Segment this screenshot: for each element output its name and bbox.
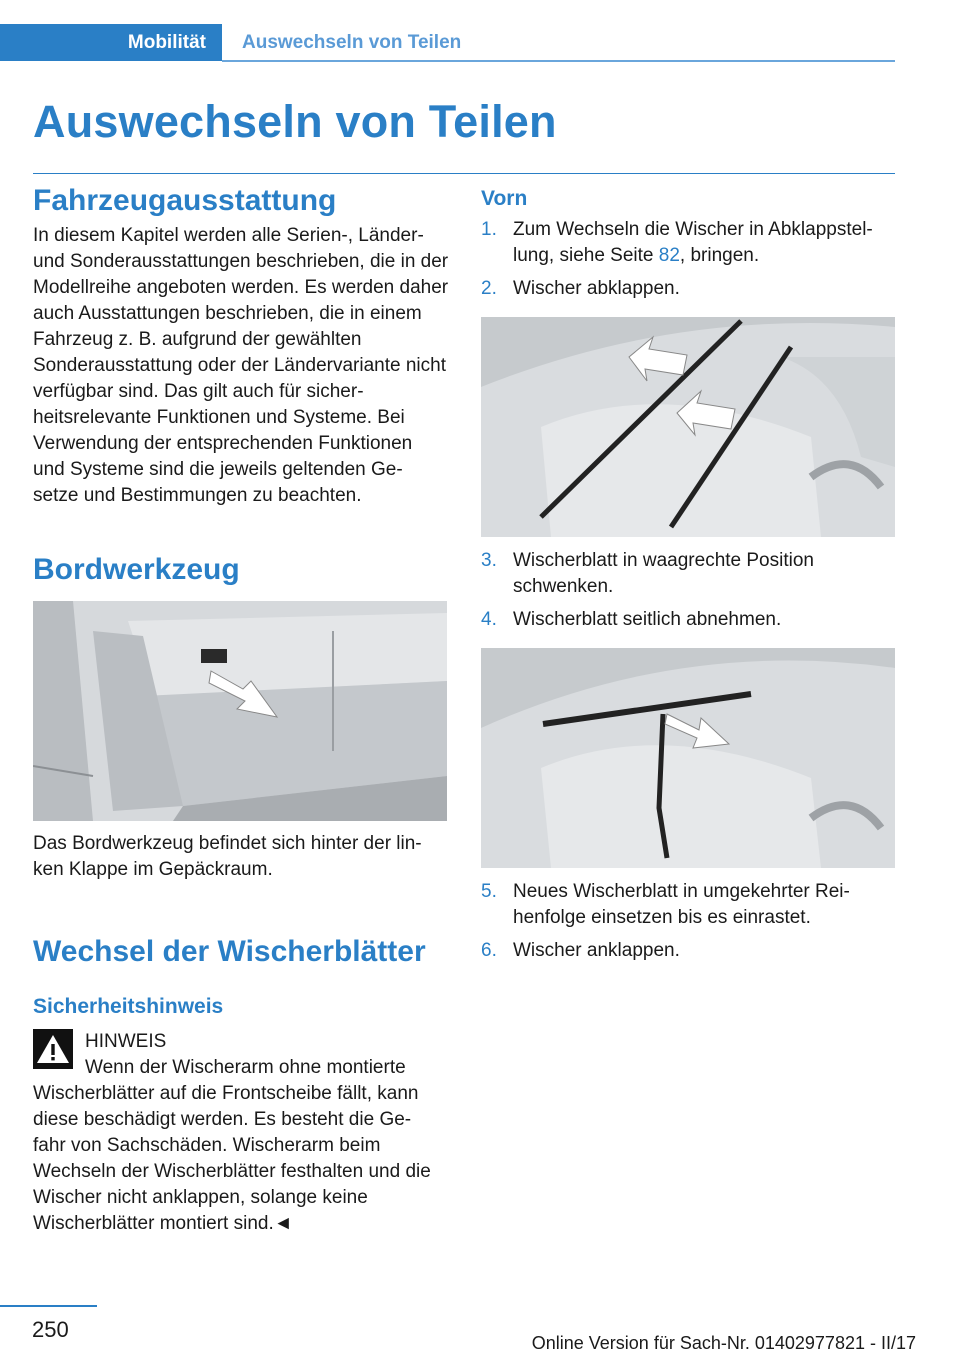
step-3 [481,548,895,600]
wiper-remove-image [481,648,895,868]
footer-rule [0,1305,97,1307]
step-6 [481,938,895,964]
section-wischerblaetter-title: Wechsel der Wischerblätter [33,935,426,968]
page-82-link[interactable]: 82 [658,245,680,266]
step-2-text: Wischer abklappen. [513,278,680,299]
warning-first-line: Wenn der Wischerarm ohne montierte [85,1057,406,1078]
wiper-fold-illustration [481,317,895,537]
steps-list-a [481,217,895,302]
steps-list-c [481,879,895,964]
step-3-text: Wischerblatt in waagrechte Position schwenken. [513,550,814,597]
tab-auswechseln[interactable]: Auswechseln von Teilen [242,31,462,53]
steps-list-b [481,548,895,633]
step-6-number: 6. [481,940,497,961]
step-4-number: 4. [481,609,497,630]
bordwerkzeug-text: Das Bordwerkzeug befindet sich hinter der lin- ken Klappe im Gepäckraum. [33,833,422,880]
step-4 [481,607,895,633]
step-1-text-a: Zum Wechseln die Wischer in Abklappstel- lung, siehe Seite [513,219,873,266]
wiper-remove-illustration [481,648,895,868]
tab-divider [222,60,895,62]
step-6-text: Wischer anklappen. [513,940,680,961]
page-title: Auswechseln von Teilen [33,96,557,147]
vorn-title: Vorn [481,187,528,210]
step-5-text: Neues Wischerblatt in umgekehrter Rei- henfolge einsetzen bis es einrastet. [513,881,850,928]
step-2-number: 2. [481,278,497,299]
warning-icon [33,1029,73,1069]
title-rule [33,173,895,174]
trunk-illustration [33,601,447,821]
warning-block [33,1029,449,1237]
warning-text: Wischerblätter auf die Frontscheibe fällt, kann diese beschädigt werden. Es besteht die Ge- fahr von Sachschäden. Wischerarm beim Wechseln der Wischerblätter festhalten und die Wischer nicht anklappen, solange keine Wischerblätter montiert sind.◄ [33,1083,431,1234]
trunk-image [33,601,447,821]
step-4-text: Wischerblatt seitlich abnehmen. [513,609,782,630]
right-column [481,180,895,964]
step-1-number: 1. [481,219,497,240]
page-number: 250 [32,1317,69,1342]
step-1-text-b: , bringen. [679,245,760,266]
wiper-fold-image [481,317,895,537]
section-fahrzeugausstattung-title: Fahrzeugausstattung [33,184,337,217]
header-tabbar [0,24,895,62]
step-1 [481,217,895,269]
section-bordwerkzeug-title: Bordwerkzeug [33,553,240,586]
step-5-number: 5. [481,881,497,902]
online-version-note: Online Version für Sach-Nr. 01402977821 - II/17 [531,1333,916,1353]
warning-label: HINWEIS [85,1031,167,1052]
fahrzeugausstattung-text: In diesem Kapitel werden alle Serien-, Länder- und Sonderausstattungen beschrieben, die in der Modellreihe angeboten werden. Es werden daher auch Ausstattungen beschrieben, die in einem Fahrzeug z. B. aufgrund der gewählten Sonderausstattung oder der Ländervariante nicht verfügbar sind. Das gilt auch für sicher- heitsrelevante Funktionen und Systeme. Bei Verwendung der entsprechenden Funktionen und Systeme sind die jeweils geltenden Ge- setze und Bestimmungen zu beachten. [33,225,449,506]
sicherheitshinweis-title: Sicherheitshinweis [33,995,224,1018]
step-5 [481,879,895,931]
step-2 [481,276,895,302]
left-column [33,180,449,1237]
tab-mobilitaet[interactable]: Mobilität [0,24,222,61]
step-3-number: 3. [481,550,497,571]
